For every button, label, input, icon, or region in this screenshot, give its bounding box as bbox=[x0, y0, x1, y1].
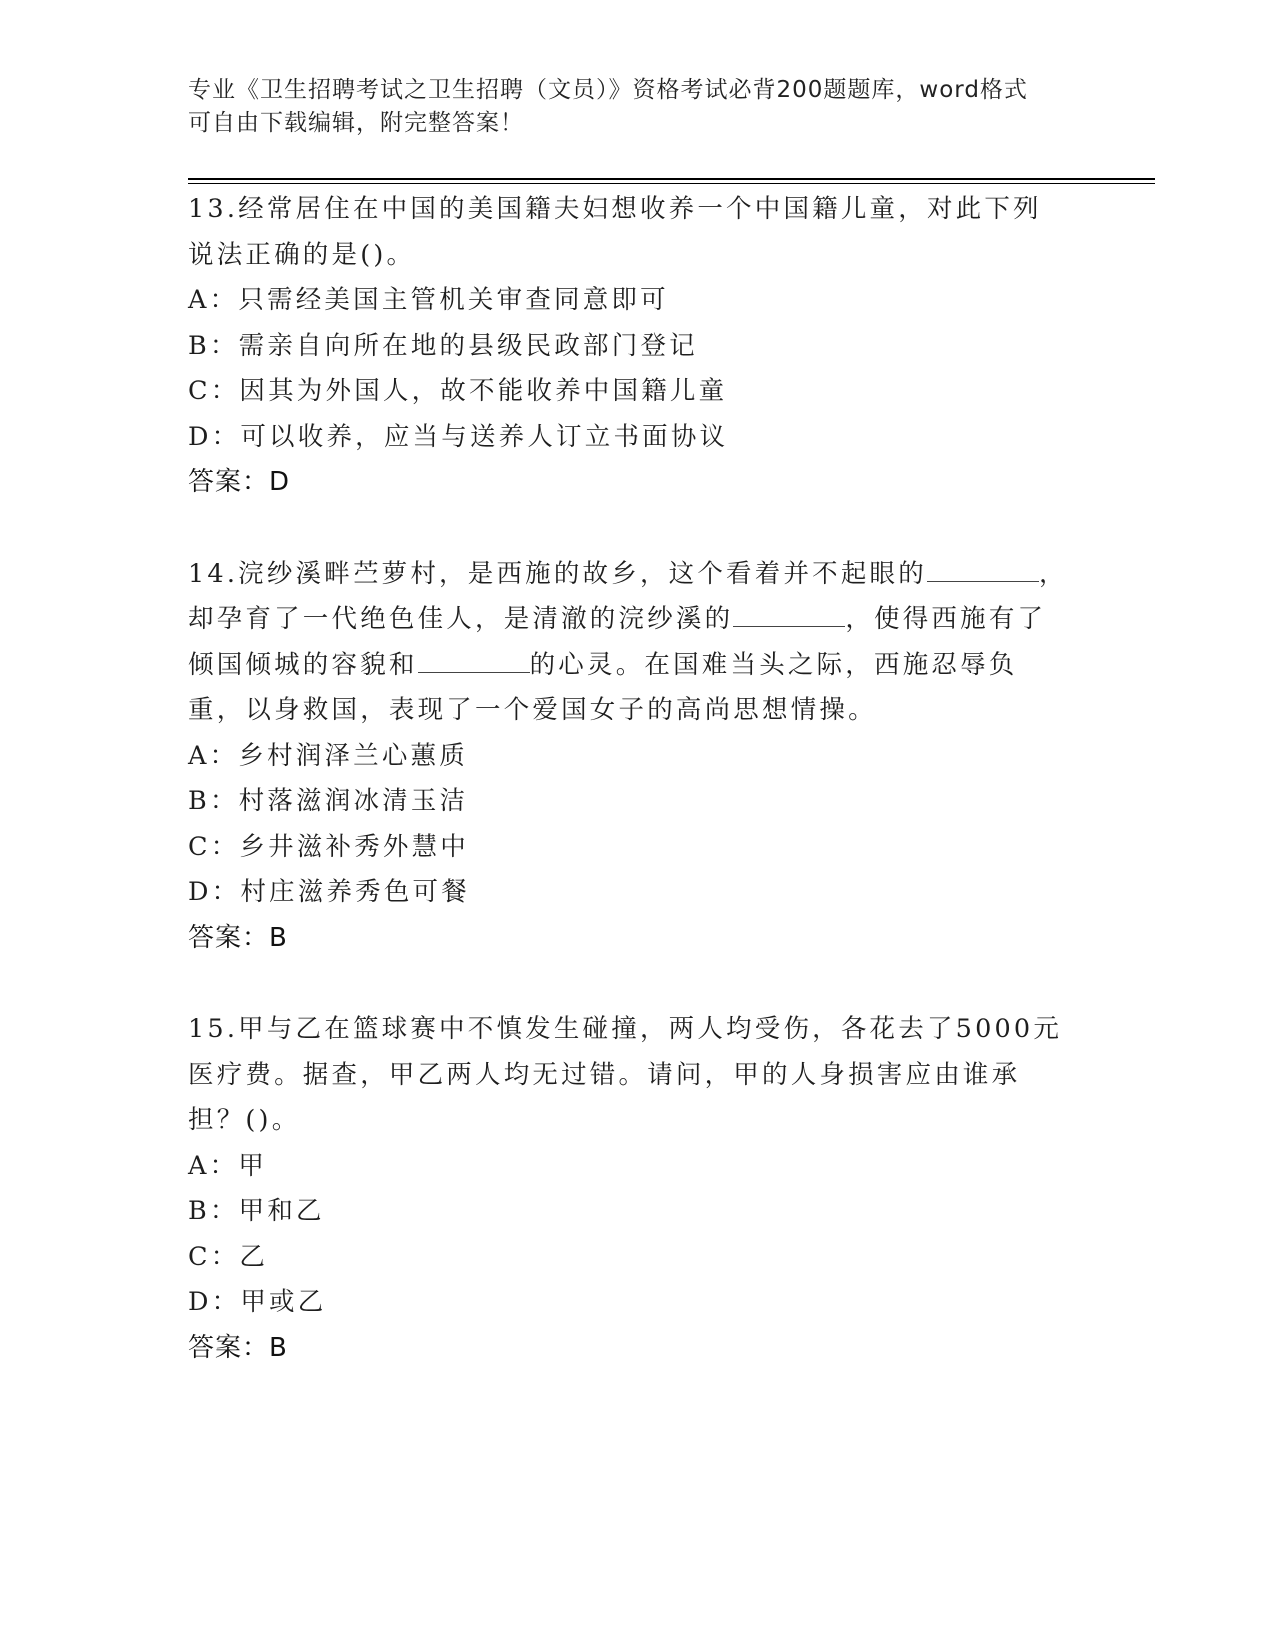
answer-label: 答案：B bbox=[188, 922, 288, 953]
option-c: C：乙 bbox=[188, 1241, 269, 1272]
question-14 bbox=[188, 552, 1148, 962]
question-text-part-2: ，却孕育了一代绝色佳人，是清澈的浣纱溪的 bbox=[188, 558, 1068, 634]
header-divider-thick bbox=[188, 178, 1155, 180]
option-c: C：乡井滋补秀外慧中 bbox=[188, 831, 470, 862]
option-c: C：因其为外国人，故不能收养中国籍儿童 bbox=[188, 376, 728, 406]
header-line-2: 可自由下载编辑，附完整答案！ bbox=[188, 110, 524, 136]
answer-label: 答案：D bbox=[188, 467, 291, 497]
question-text: 15.甲与乙在篮球赛中不慎发生碰撞，两人均受伤，各花去了5000元医疗费。据查，甲乙两人均无过错。请问，甲的人身损害应由谁承担？()。 bbox=[188, 1014, 1063, 1135]
question-13 bbox=[188, 187, 1148, 506]
option-b: B：村落滋润冰清玉洁 bbox=[188, 786, 469, 816]
answer-label: 答案：B bbox=[188, 1332, 288, 1363]
document-header bbox=[188, 74, 1068, 140]
option-d: D：可以收养，应当与送养人订立书面协议 bbox=[188, 421, 729, 452]
option-d: D：村庄滋养秀色可餐 bbox=[188, 877, 470, 907]
header-line-1: 专业《卫生招聘考试之卫生招聘（文员）》资格考试必背200题题库，word格式 bbox=[188, 77, 1028, 103]
option-a: A：只需经美国主管机关审查同意即可 bbox=[188, 285, 669, 315]
fill-blank-1 bbox=[927, 557, 1039, 582]
option-b: B：需亲自向所在地的县级民政部门登记 bbox=[188, 330, 698, 361]
question-spacer bbox=[188, 961, 1148, 1007]
option-d: D：甲或乙 bbox=[188, 1287, 327, 1317]
question-spacer bbox=[188, 506, 1148, 552]
header-divider-thin bbox=[188, 183, 1155, 184]
option-b: B：甲和乙 bbox=[188, 1196, 325, 1226]
question-text-part-4: 的心灵。在国难当头之际，西施忍辱负重，以身救国，表现了一个爱国女子的高尚思想情操。 bbox=[188, 649, 1018, 725]
question-text bbox=[188, 552, 1068, 734]
fill-blank-2 bbox=[733, 602, 845, 627]
option-a: A：乡村润泽兰心蕙质 bbox=[188, 740, 468, 771]
question-text: 13.经常居住在中国的美国籍夫妇想收养一个中国籍儿童，对此下列说法正确的是()。 bbox=[188, 194, 1042, 270]
question-list bbox=[188, 187, 1148, 1371]
question-15 bbox=[188, 1007, 1148, 1371]
option-a: A：甲 bbox=[188, 1150, 268, 1181]
question-text-part-1: 14.浣纱溪畔苎萝村，是西施的故乡，这个看着并不起眼的 bbox=[188, 558, 927, 589]
question-text-part-3: ，使得西施有了倾国倾城的容貌和 bbox=[188, 604, 1047, 680]
fill-blank-3 bbox=[418, 648, 530, 673]
